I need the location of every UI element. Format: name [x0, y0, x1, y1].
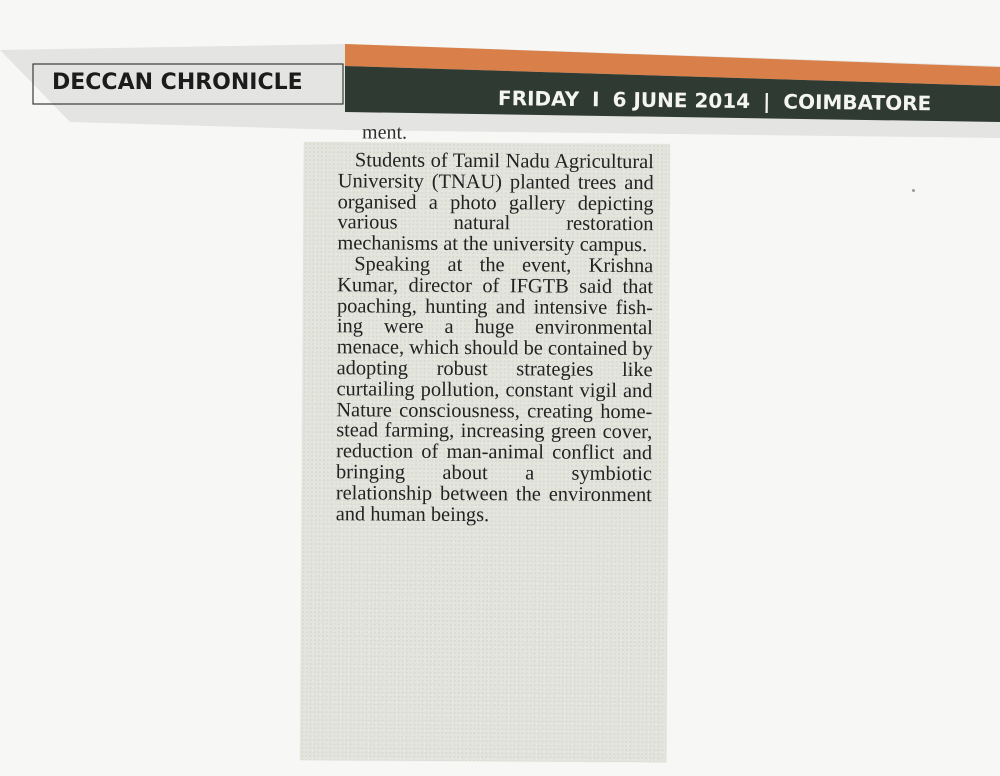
- article-paragraph-1: Students of Tamil Nadu Agricultural University (TNAU) planted trees and organised a photo gallery depicting various natural restoration mechanisms at the university campus.: [337, 149, 654, 257]
- article-paragraph-2: Speaking at the event, Krishna Kumar, director of IFGTB said that poaching, hunting and intensive fishing were a huge environmental menace, which should be contained by adopting robust strategies like curtailing pollution, constant vigil and Nature consciousness, creating homestead farming, increasing green cover, reduction of man-animal conflict and bringing about a symbiotic relationship between the environment and human beings.: [335, 253, 654, 526]
- cut-off-text: ment.: [361, 121, 408, 144]
- dateline-date: 6 JUNE 2014: [612, 87, 751, 114]
- paper-speck: [912, 189, 915, 192]
- newspaper-clipping: [300, 121, 670, 762]
- masthead-strip: [0, 0, 1000, 144]
- dateline-day: FRIDAY: [497, 86, 580, 111]
- cut-off-text-fragment: [361, 121, 422, 146]
- dateline-separator-2: |: [762, 89, 771, 114]
- dateline-separator-1: I: [591, 87, 600, 112]
- paper-name: DECCAN CHRONICLE: [52, 70, 303, 95]
- article-body: [336, 150, 654, 526]
- dateline-city: COIMBATORE: [783, 89, 932, 116]
